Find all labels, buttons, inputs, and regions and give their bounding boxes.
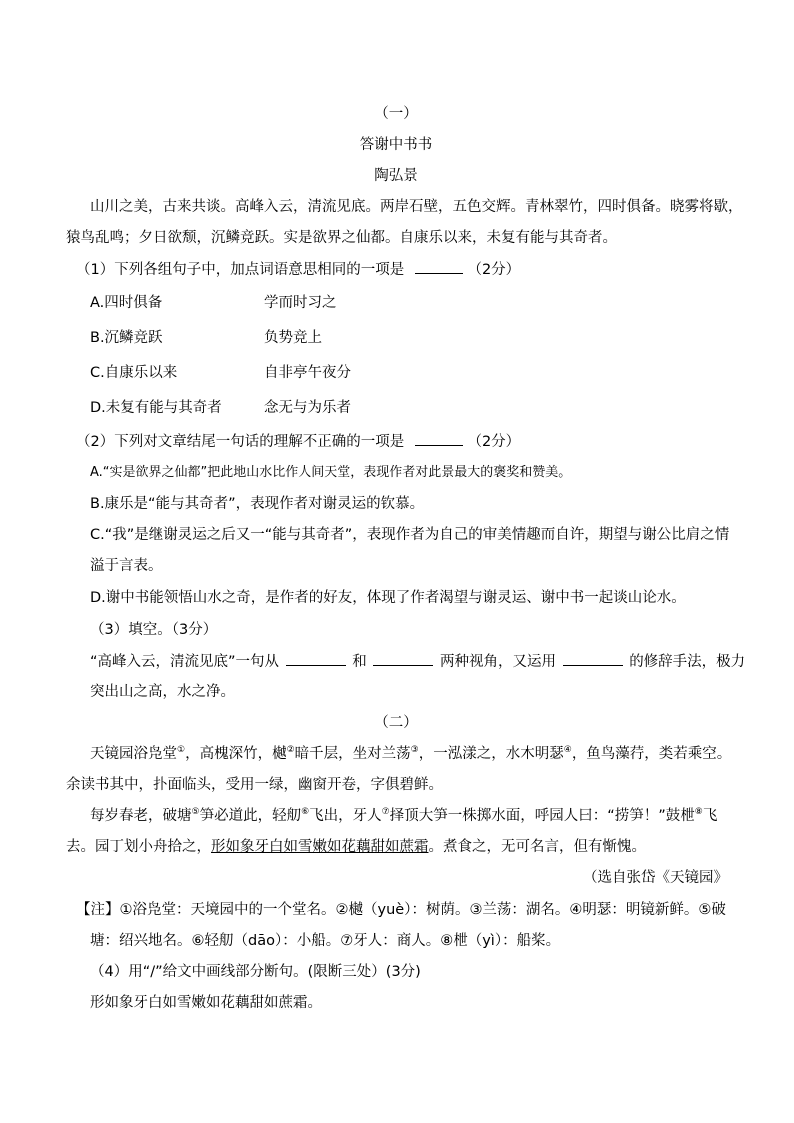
q3-line2: 突出山之高，水之净。 [90, 684, 235, 700]
passage1-line1: 山川之美，古来共谈。高峰入云，清流见底。两岸石壁，五色交辉。青林翠竹，四时俱备。晓雾将歇， [90, 199, 743, 215]
q1-option-d-label: D.未复有能与其奇者 [90, 400, 222, 416]
q3-fill-row [90, 651, 750, 672]
section1-author: 陶弘景 [374, 168, 418, 184]
q1-score: （2分） [467, 262, 521, 278]
p1-text-d: ，一泓漾之，水木明瑟 [418, 746, 564, 762]
p1-text-c: 暗千层，坐对兰荡 [294, 746, 411, 762]
q3-blank-3[interactable] [563, 651, 623, 666]
q3-blank-1[interactable] [286, 651, 346, 666]
note-ref-6: ⑥ [301, 807, 310, 818]
note-ref-7: ⑦ [381, 807, 390, 818]
q1-option-d-text: 念无与为乐者 [264, 400, 351, 416]
section1-title: 答谢中书书 [359, 137, 433, 153]
q3-part2: 和 [352, 654, 367, 670]
section1-number: （一） [374, 106, 418, 122]
q2-score: （2分） [467, 434, 521, 450]
p2-text-a: 每岁春老，破塘 [90, 808, 192, 824]
q4-sentence[interactable]: 形如象牙白如雪嫩如花藕甜如蔗霜。 [90, 995, 322, 1011]
q1-option-b-text: 负势竞上 [264, 330, 322, 346]
section2-number: （二） [374, 715, 418, 731]
q1-option-c-label: C.自康乐以来 [90, 365, 178, 381]
passage2-p1-line2: 余读书其中，扑面临头，受用一绿，幽窗开卷，字俱碧鲜。 [66, 777, 443, 793]
q1-answer-blank[interactable] [415, 259, 463, 274]
note-ref-5: ⑤ [191, 807, 200, 818]
q3-stem: （3）填空。（3分） [90, 622, 218, 638]
passage2-source: （选自张岱《天镜园》 [583, 870, 728, 886]
notes-line2: 塘：绍兴地名。⑥轻舠（dāo）：小船。⑦牙人：商人。⑧枻（yì）：船桨。 [90, 933, 561, 949]
q2-option-d: D.谢中书能领悟山水之奇，是作者的好友，体现了作者渴望与谢灵运、谢中书一起谈山论水。 [90, 590, 686, 606]
q3-part4: 的修辞手法，极力 [629, 654, 746, 670]
q2-option-c-line1: C.“我”是继谢灵运之后又一“能与其奇者”，表现作者为自己的审美情趣而自许，期望与谢公比肩之情 [90, 527, 730, 543]
passage2-p2-line2 [66, 837, 726, 857]
q3-part1: “高峰入云，清流见底”一句从 [90, 654, 280, 670]
q3-blank-2[interactable] [373, 651, 433, 666]
p2-text-e: 飞 [702, 808, 718, 824]
passage2-p2-line1 [90, 806, 726, 826]
q3-part3: 两种视角，又运用 [439, 654, 556, 670]
p2-text-c: 飞出，牙人 [309, 808, 382, 824]
q2-stem-row [76, 431, 736, 452]
p2-text-d: 择顶大笋一株掷水面，呼园人曰：“捞笋！”鼓枻 [389, 808, 695, 824]
passage1-line2: 猿鸟乱鸣；夕日欲颓，沉鳞竞跃。实是欲界之仙都。自康乐以来，未复有能与其奇者。 [66, 230, 617, 246]
passage2-p1-line1 [90, 744, 732, 764]
p2-line2-text-a: 去。园丁划小舟拾之， [66, 839, 211, 855]
p1-text-b: ，高槐深竹，樾 [185, 746, 287, 762]
q1-option-b-label: B.沉鳞竞跃 [90, 330, 163, 346]
q2-answer-blank[interactable] [415, 431, 463, 446]
p2-text-b: 笋必道此，轻舠 [199, 808, 302, 824]
q1-option-c-text: 自非亭午夜分 [264, 365, 351, 381]
q1-stem-row [76, 259, 736, 280]
q1-option-a-label: A.四时俱备 [90, 295, 163, 311]
q4-stem: （4）用“/”给文中画线部分断句。(限断三处）(3分) [90, 964, 421, 980]
q2-option-b: B.康乐是“能与其奇者”，表现作者对谢灵运的钦慕。 [90, 496, 425, 512]
q1-stem: （1）下列各组句子中，加点词语意思相同的一项是 [76, 262, 405, 278]
underlined-sentence: 形如象牙白如雪嫩如花藕甜如蔗霜 [211, 839, 429, 855]
note-ref-3: ③ [410, 745, 419, 756]
p1-text-e: ，鱼鸟藻荇，类若乘空。 [571, 746, 732, 762]
q1-option-a-text: 学而时习之 [264, 295, 337, 311]
p2-line2-text-b: 。煮食之，无可名言，但有惭愧。 [428, 839, 646, 855]
q2-stem: （2）下列对文章结尾一句话的理解不正确的一项是 [76, 434, 405, 450]
p1-text-a: 天镜园浴凫堂 [90, 746, 177, 762]
note-ref-4: ④ [563, 745, 572, 756]
q2-option-c-line2: 溢于言表。 [90, 558, 163, 574]
q2-option-a: A.“实是欲界之仙都”把此地山水比作人间天堂，表现作者对此景最大的褒奖和赞美。 [90, 465, 572, 480]
note-ref-2: ② [286, 745, 295, 756]
note-ref-8: ⑧ [694, 807, 703, 818]
notes-line1: 【注】①浴凫堂：天境园中的一个堂名。②樾（yuè）：树荫。③兰荡：湖名。④明瑟：明镜新鲜。⑤破 [76, 902, 726, 918]
note-ref-1: ① [177, 745, 186, 756]
